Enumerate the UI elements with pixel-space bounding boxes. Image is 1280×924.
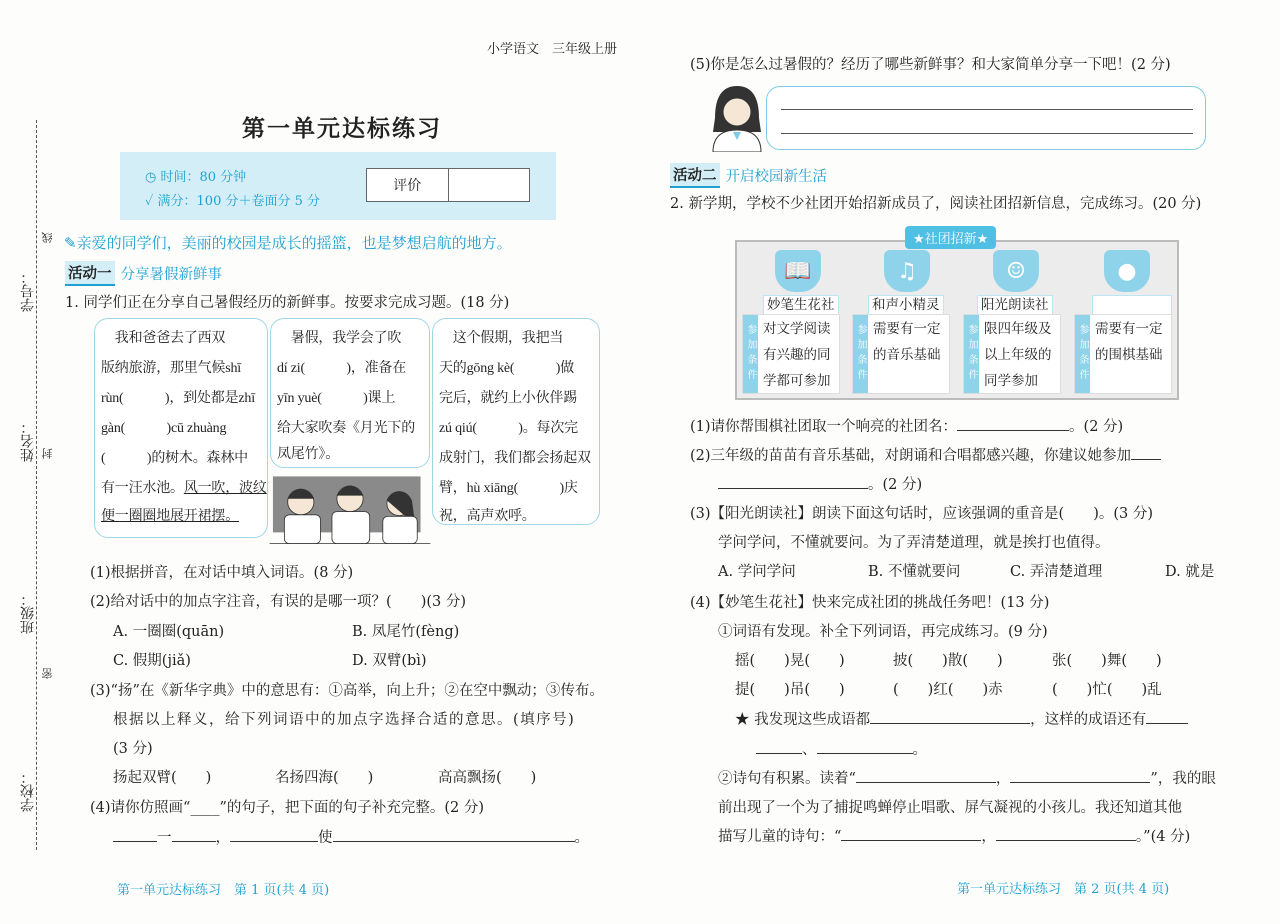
answer-bubble[interactable] — [766, 86, 1206, 150]
option-d[interactable]: D. 就是 — [1165, 564, 1215, 580]
text-period: 。 — [912, 742, 927, 758]
class-label: 班级： — [20, 592, 36, 634]
star-text: ★ 我发现这些成语都 — [735, 712, 871, 728]
question-1-3-instruction: 根据以上释义，给下列词语中的加点字选择合适的意思。(填序号) — [113, 712, 576, 728]
bubble-line: 凤尾竹》。 — [277, 447, 339, 462]
bubble-line: gàn( )cū zhuàng — [101, 421, 227, 436]
club-name: 和声小精灵 — [868, 295, 944, 315]
student-id-label: 学号： — [20, 270, 36, 312]
reading-icon: ☺ — [993, 250, 1039, 292]
subject-header: 小学语文 三年级上册 — [487, 42, 618, 57]
bubble-line: 臂，hù xiāng( )庆 — [439, 481, 578, 496]
clock-icon: ◷ — [145, 170, 161, 185]
question-2: 2. 新学期，学校不少社团开始招新成员了，阅读社团招新信息，完成练习。(20 分) — [670, 196, 1202, 212]
seal-char-secret: 密 — [41, 668, 54, 679]
question-2-1 — [690, 415, 1123, 436]
bubble-line: zú qiú( )。每次完 — [439, 421, 578, 436]
option-c[interactable]: C. 假期(jiǎ) — [113, 653, 191, 669]
condition-line: 对文学阅读 — [763, 321, 831, 337]
question-1-1: (1)根据拼音，在对话中填入词语。(8 分) — [90, 565, 354, 581]
activity-tag: 活动一 — [65, 261, 115, 286]
activity-name: 分享暑假新鲜事 — [120, 267, 222, 283]
idiom-item[interactable]: 提( )吊( ) — [735, 682, 845, 698]
answer-blank[interactable] — [113, 827, 157, 842]
club-name: 阳光朗读社 — [977, 295, 1053, 315]
name-label: 姓名： — [20, 420, 36, 462]
club-name-blank[interactable] — [1092, 295, 1172, 315]
question-text: ”，我的眼 — [1150, 771, 1216, 787]
students-illustration — [268, 470, 432, 550]
text-comma: ， — [215, 830, 230, 846]
school-label: 学校： — [20, 770, 36, 812]
go-game-icon: ● — [1104, 250, 1150, 292]
answer-blank[interactable] — [841, 826, 981, 841]
word-item[interactable]: 名扬四海( ) — [275, 770, 374, 786]
evaluation-label: 评价 — [393, 178, 422, 194]
idiom-item[interactable]: 张( )舞( ) — [1052, 653, 1162, 669]
question-2-3-text: 学问学问，不懂就要问。为了弄清楚道理，就是挨打也值得。 — [718, 535, 1110, 551]
question-1: 1. 同学们正在分享自己暑假经历的新鲜事。按要求完成习题。(18 分) — [65, 295, 510, 311]
time-text: 时间：80 分钟 — [160, 170, 247, 185]
condition-line: 需要有一定 — [1095, 321, 1163, 337]
speech-bubble-2 — [270, 318, 430, 468]
answer-blank[interactable] — [172, 827, 216, 842]
activity-two-heading — [670, 163, 827, 188]
answer-blank[interactable] — [1146, 709, 1188, 724]
idiom-item[interactable]: ( )忙( )乱 — [1052, 682, 1162, 698]
option-b[interactable]: B. 不懂就要问 — [868, 564, 961, 580]
answer-blank[interactable] — [1131, 445, 1161, 460]
answer-blank[interactable] — [718, 474, 868, 489]
bubble-line: 天的gōng kè( )做 — [439, 361, 575, 376]
condition-label: 参加条件 — [853, 315, 868, 393]
question-score: 。”(4 分) — [1135, 829, 1191, 845]
text-shi: 使 — [318, 830, 333, 846]
pencil-icon: ✎ — [64, 234, 77, 252]
club-condition — [852, 314, 950, 394]
seal-char-seal: 封 — [41, 448, 54, 459]
question-2-2 — [690, 444, 1161, 465]
club-condition — [963, 314, 1061, 394]
question-1-5: (5)你是怎么过暑假的？经历了哪些新鲜事？和大家简单分享一下吧！(2 分) — [690, 57, 1171, 73]
condition-label: 参加条件 — [743, 315, 758, 393]
condition-line: 限四年级及 — [984, 321, 1052, 337]
page-2-footer: 第一单元达标练习 第 2 页(共 4 页) — [957, 882, 1170, 897]
bubble-line: 这个假期，我把当 — [439, 331, 564, 346]
activity-name: 开启校园新生活 — [725, 169, 827, 185]
bubble-line: 完后，就约上小伙伴踢 — [439, 391, 577, 406]
page-1-footer: 第一单元达标练习 第 1 页(共 4 页) — [117, 883, 330, 898]
time-info — [145, 166, 246, 185]
club-condition — [1074, 314, 1172, 394]
condition-line: 以上年级的 — [984, 347, 1052, 363]
bubble-line: 给大家吹奏《月光下的 — [277, 421, 415, 436]
option-b[interactable]: B. 凤尾竹(fèng) — [352, 624, 460, 640]
question-2-4-1: ①词语有发现。补全下列词语，再完成练习。(9 分) — [718, 624, 1048, 640]
condition-label: 参加条件 — [964, 315, 979, 393]
idiom-item[interactable]: 披( )散( ) — [893, 653, 1003, 669]
answer-blank[interactable] — [870, 709, 1030, 724]
seal-char-line: 线 — [41, 232, 54, 243]
text-dun: 、 — [802, 742, 817, 758]
question-1-3-score: (3 分) — [113, 741, 153, 757]
star-text: ，这样的成语还有 — [1030, 712, 1147, 728]
answer-line[interactable] — [781, 133, 1193, 134]
sentence-completion — [113, 826, 589, 847]
question-1-3: (3)“扬”在《新华字典》中的意思有：①高举，向上升；②在空中飘动；③传布。 — [90, 683, 604, 699]
idiom-finding — [735, 708, 1188, 729]
check-icon: ✓ — [145, 194, 158, 209]
club-condition — [742, 314, 840, 394]
option-c[interactable]: C. 弄清楚道理 — [1010, 564, 1103, 580]
question-2-3: (3)【阳光朗读社】朗读下面这句话时，应该强调的重音是( )。(3 分) — [690, 506, 1153, 522]
bubble-line: 成射门，我们都会扬起双 — [439, 451, 591, 466]
bubble-line: 我和爸爸去了西双 — [101, 331, 226, 346]
option-d[interactable]: D. 双臂(bì) — [352, 653, 427, 669]
text-comma: ， — [981, 829, 996, 845]
activity-one-heading — [65, 261, 222, 286]
club-panel-title: ★社团招新★ — [905, 226, 996, 249]
bubble-line: rùn( )，到处都是zhī — [101, 391, 255, 406]
question-text: (1)请你帮围棋社团取一个响亮的社团名： — [690, 419, 958, 435]
question-1-4: (4)请你仿照画“____”的句子，把下面的句子补充完整。(2 分) — [90, 800, 485, 816]
answer-blank[interactable] — [230, 827, 318, 842]
bubble-line: dí zi( )，准备在 — [277, 361, 407, 376]
music-icon: ♫ — [884, 250, 930, 292]
answer-blank[interactable] — [756, 739, 802, 754]
question-2-2-cont — [718, 473, 922, 494]
question-2-4: (4)【妙笔生花社】快来完成社团的挑战任务吧！(13 分) — [690, 595, 1050, 611]
word-item[interactable]: 扬起双臂( ) — [113, 770, 212, 786]
evaluation-field[interactable] — [448, 169, 530, 201]
question-2-4-2-poem — [718, 825, 1190, 846]
activity-tag: 活动二 — [670, 163, 720, 188]
option-a[interactable]: A. 一圈圈(quān) — [113, 624, 225, 640]
question-1-2: (2)给对话中的加点字注音，有误的是哪一项？( )(3 分) — [90, 594, 466, 610]
text-period: 。 — [574, 830, 589, 846]
answer-blank[interactable] — [856, 768, 996, 783]
condition-line: 的围棋基础 — [1095, 347, 1163, 363]
idiom-examples — [756, 738, 927, 759]
intro-text — [64, 232, 512, 253]
question-2-4-2 — [718, 767, 1216, 788]
answer-blank[interactable] — [957, 416, 1069, 431]
page-title: 第一单元达标练习 — [242, 115, 442, 142]
bubble-line: 版纳旅游，那里气候shī — [101, 361, 241, 376]
option-a[interactable]: A. 学问学问 — [718, 564, 796, 580]
score-info — [145, 190, 320, 209]
question-text: 描写儿童的诗句：“ — [718, 829, 842, 845]
question-score: 。(2 分) — [868, 477, 923, 493]
answer-blank[interactable] — [996, 826, 1136, 841]
condition-line: 需要有一定 — [873, 321, 941, 337]
condition-line: 的音乐基础 — [873, 347, 941, 363]
question-text: ②诗句有积累。读着“ — [718, 771, 856, 787]
question-score: 。(2 分) — [1069, 419, 1124, 435]
bubble-line: 祝，高声欢呼。 — [439, 509, 536, 524]
bubble-text: 有一汪水池。 — [101, 481, 184, 496]
score-text: 满分：100 分＋卷面分 5 分 — [157, 194, 321, 209]
question-2-4-2-cont: 前出现了一个为了捕捉鸣蝉停止唱歌、屏气凝视的小孩儿。我还知道其他 — [718, 800, 1182, 816]
book-icon: 📖 — [775, 250, 821, 292]
answer-line[interactable] — [781, 109, 1193, 110]
bubble-line: 暑假，我学会了吹 — [277, 331, 402, 346]
bubble-line — [101, 477, 267, 497]
girl-illustration — [703, 84, 769, 152]
question-text: (2)三年级的苗苗有音乐基础，对朗诵和合唱都感兴趣，你建议她参加 — [690, 448, 1132, 464]
bubble-line: ( )的树木。森林中 — [101, 451, 248, 466]
speech-bubble-3 — [432, 318, 600, 525]
speech-bubble-1 — [94, 318, 268, 538]
answer-blank[interactable] — [1010, 768, 1150, 783]
evaluation-box — [366, 168, 530, 202]
condition-line: 学都可参加 — [763, 373, 831, 389]
binding-dashed-line — [36, 120, 37, 850]
condition-line: 同学参加 — [984, 373, 1038, 389]
underlined-sentence: 风一吹，波纹 — [183, 481, 267, 496]
idiom-item[interactable]: ( )红( )赤 — [893, 682, 1003, 698]
answer-blank[interactable] — [817, 739, 913, 754]
text-yi: 一 — [157, 830, 172, 846]
bubble-line: yīn yuè( )课上 — [277, 391, 396, 406]
club-name: 妙笔生花社 — [763, 295, 839, 315]
word-item[interactable]: 高高飘扬( ) — [438, 770, 537, 786]
condition-line: 有兴趣的同 — [763, 347, 831, 363]
intro-sentence: 亲爱的同学们，美丽的校园是成长的摇篮，也是梦想启航的地方。 — [76, 234, 512, 252]
idiom-item[interactable]: 摇( )晃( ) — [735, 653, 845, 669]
text-comma: ， — [995, 771, 1011, 787]
underlined-sentence: 便一圈圈地展开裙摆。 — [101, 509, 239, 524]
condition-label: 参加条件 — [1075, 315, 1090, 393]
answer-blank[interactable] — [333, 827, 575, 842]
